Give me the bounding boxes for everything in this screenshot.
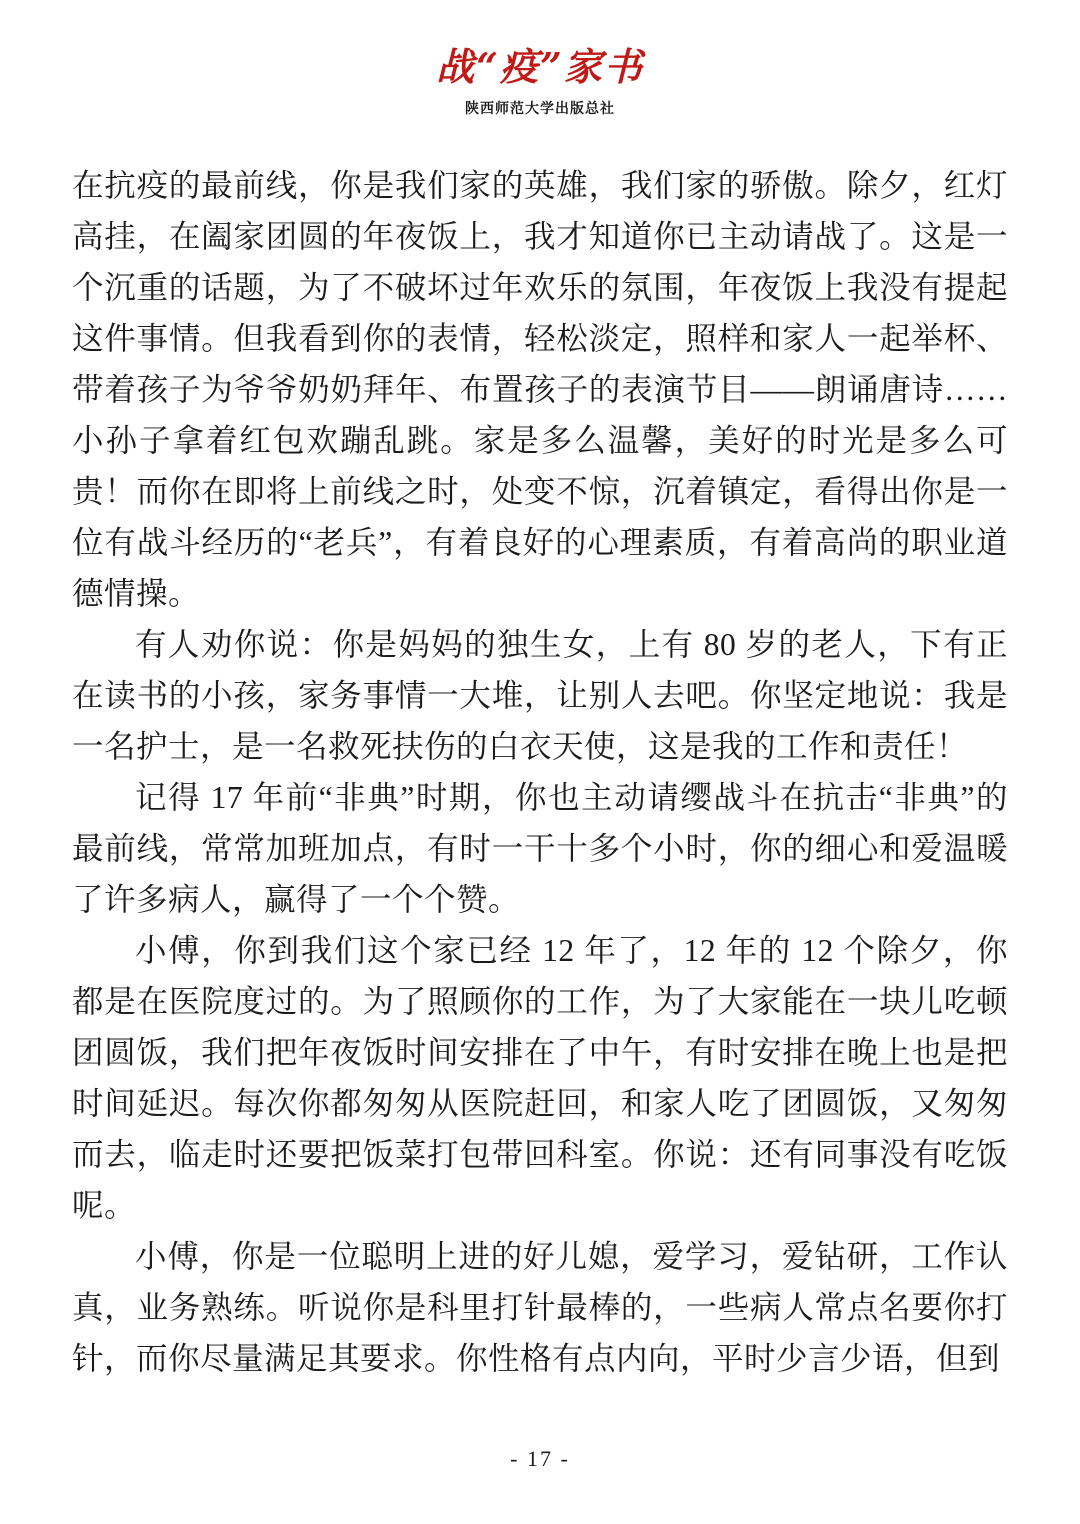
paragraph: 有人劝你说：你是妈妈的独生女，上有 80 岁的老人，下有正在读书的小孩，家务事情一大堆，让别人去吧。你坚定地说：我是一名护士，是一名救死扶伤的白衣天使，这是我的工作和责任！ [72, 626, 1008, 764]
publisher-name: 陕西师范大学出版总社 [465, 99, 615, 116]
paragraph: 小傅，你到我们这个家已经 12 年了，12 年的 12 个除夕，你都是在医院度过的。为了照顾你的工作，为了大家能在一块儿吃顿团圆饭，我们把年夜饭时间安排在了中午，有时安排在晚上也是把时间延迟。每次你都匆匆从医院赶回，和家人吃了团圆饭，又匆匆而去，临走时还要把饭菜打包带回科室。你说：还有同事没有吃饭呢。 [72, 933, 1008, 1224]
page-footer [0, 1446, 1080, 1472]
page-number: - 17 - [510, 1446, 570, 1471]
paragraph: 在抗疫的最前线，你是我们家的英雄，我们家的骄傲。除夕，红灯高挂，在阖家团圆的年夜饭上，我才知道你已主动请战了。这是一个沉重的话题，为了不破坏过年欢乐的氛围，年夜饭上我没有提起这件事情。但我看到你的表情，轻松淡定，照样和家人一起举杯、带着孩子为爷爷奶奶拜年、布置孩子的表演节目——朗诵唐诗……小孙子拿着红包欢蹦乱跳。家是多么温馨，美好的时光是多么可贵！而你在即将上前线之时，处变不惊，沉着镇定，看得出你是一位有战斗经历的“老兵”，有着良好的心理素质，有着高尚的职业道德情操。 [72, 167, 1008, 611]
book-title: 战“疫”家书 [436, 44, 644, 89]
paragraph: 小傅，你是一位聪明上进的好儿媳，爱学习，爱钻研，工作认真，业务熟练。听说你是科里打针最棒的，一些病人常点名要你打针，而你尽量满足其要求。你性格有点内向，平时少言少语，但到 [72, 1239, 1008, 1377]
document-body [72, 160, 1008, 1384]
paragraph: 记得 17 年前“非典”时期，你也主动请缨战斗在抗击“非典”的最前线，常常加班加点，有时一干十多个小时，你的细心和爱温暖了许多病人，赢得了一个个赞。 [72, 779, 1008, 918]
masthead [0, 0, 1080, 118]
